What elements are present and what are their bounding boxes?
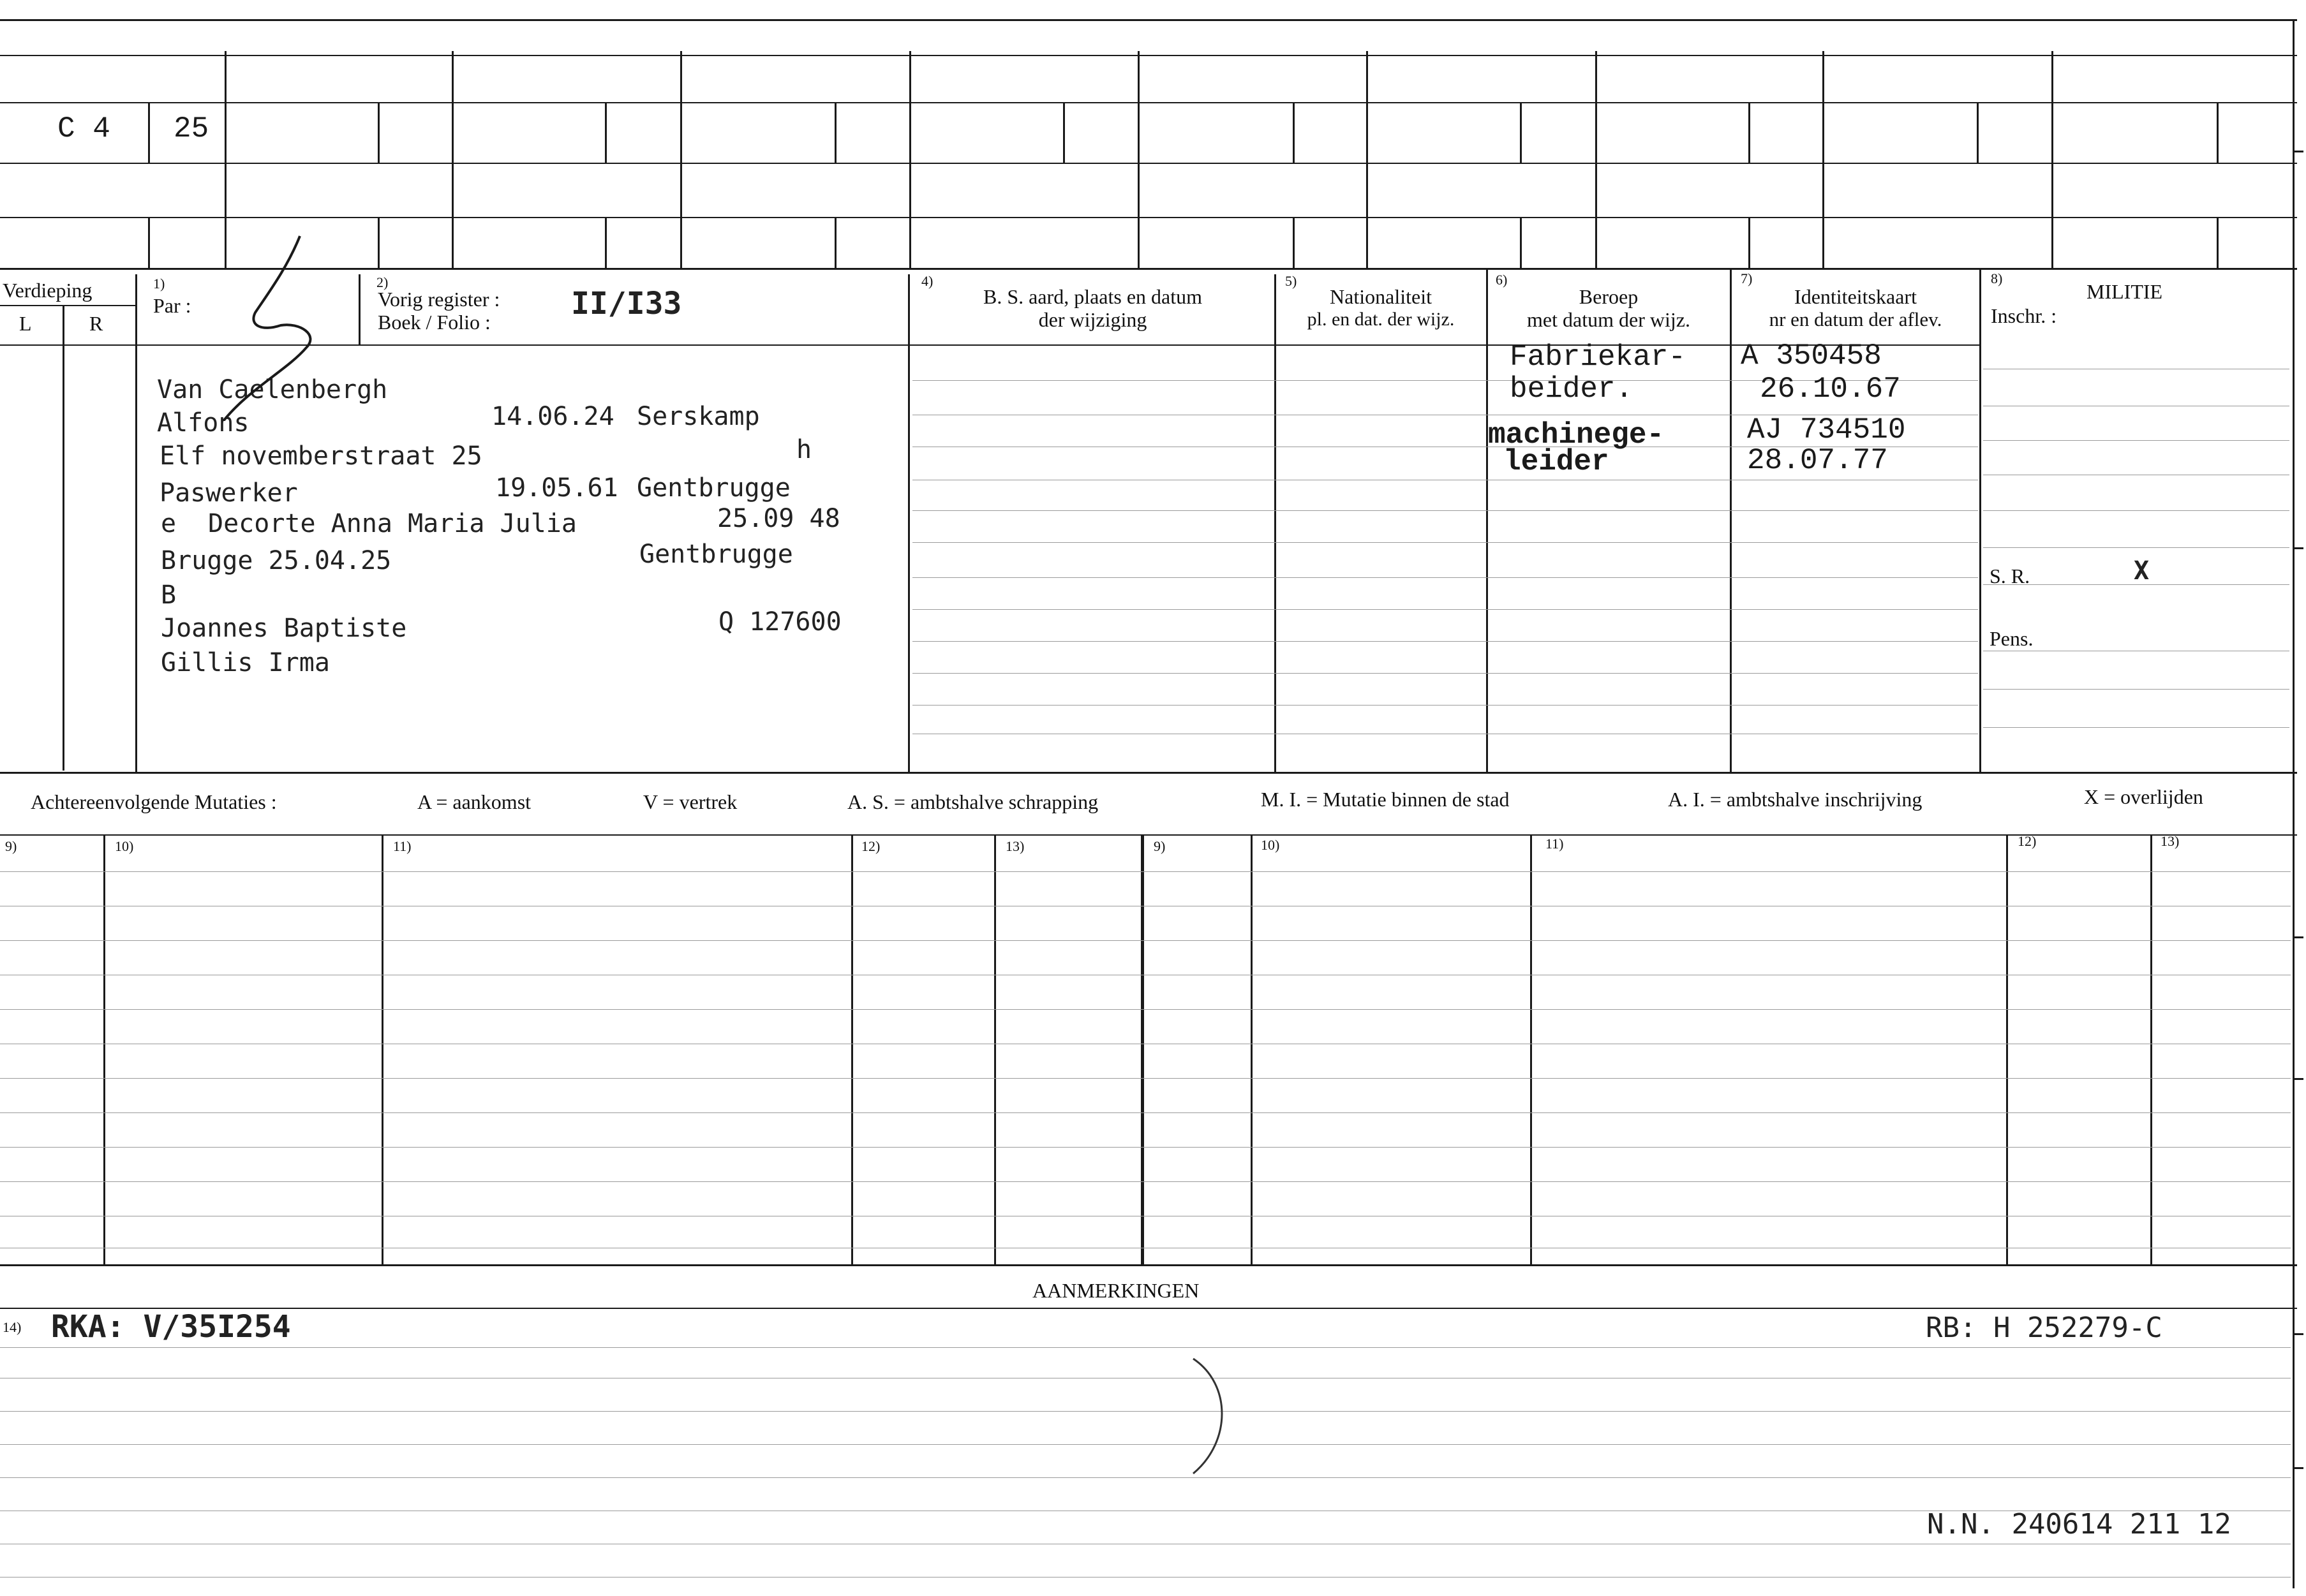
aanmerkingen-nn: N.N. 240614 211 12	[1927, 1508, 2231, 1541]
mutaties-code-v: V = vertrek	[643, 790, 738, 813]
code-right: 25	[174, 112, 209, 145]
rule	[1520, 102, 1522, 163]
rule	[382, 836, 383, 1264]
beroep-entry-1a: Fabriekar-	[1510, 341, 1686, 374]
person-status: B	[161, 580, 177, 610]
rule	[0, 163, 2297, 164]
mutaties-code-mi: M. I. = Mutatie binnen de stad	[1261, 788, 1510, 811]
mutaties-title: Achtereenvolgende Mutaties :	[31, 790, 277, 813]
rule	[1274, 274, 1276, 772]
rule	[1748, 217, 1750, 268]
vorig-num: 2)	[376, 274, 389, 290]
rule	[851, 836, 853, 1264]
verdieping-left: L	[19, 312, 32, 335]
vorig-label: Vorig register :	[378, 288, 500, 311]
rule	[1748, 102, 1750, 163]
person-address: Elf novemberstraat 25	[160, 441, 482, 471]
rule	[2217, 102, 2219, 163]
person-firstname: Alfons	[157, 408, 249, 438]
rule	[63, 305, 64, 771]
aanmerkingen-num: 14)	[3, 1319, 22, 1335]
rule	[908, 274, 910, 772]
nationaliteit-num: 5)	[1285, 273, 1297, 289]
rule	[1138, 51, 1140, 268]
boek-folio-label: Boek / Folio :	[378, 311, 491, 334]
rule	[994, 836, 996, 1264]
mutaties-code-a: A = aankomst	[417, 790, 532, 813]
rule	[0, 834, 2297, 836]
vorig-register-value: II/I33	[571, 286, 682, 321]
rule	[135, 274, 137, 772]
person-occ-place: Gentbrugge	[637, 473, 791, 503]
nationaliteit-label: Nationaliteit	[1330, 285, 1432, 308]
rule	[1730, 268, 1732, 772]
bs-num: 4)	[921, 273, 934, 289]
rule	[0, 268, 2297, 270]
rule	[605, 102, 607, 163]
rule	[2150, 836, 2152, 1264]
person-birth-date: 14.06.24	[491, 402, 614, 431]
mutaties-code-as: A. S. = ambtshalve schrapping	[847, 790, 1099, 813]
rule	[2051, 51, 2053, 268]
mutaties-code-ai: A. I. = ambtshalve inschrijving	[1668, 788, 1923, 811]
par-label: Par :	[153, 294, 191, 317]
beroep-entry-2b: leider	[1503, 445, 1609, 478]
rule	[0, 217, 2297, 218]
militie-inschr: Inschr. :	[1991, 304, 2057, 327]
person-occupation: Paswerker	[160, 478, 298, 508]
verdieping-right: R	[89, 312, 103, 335]
code-left: C 4	[57, 112, 110, 145]
aanmerkingen-rka: RKA: V/35I254	[51, 1309, 291, 1345]
rule	[378, 102, 380, 163]
beroep-num: 6)	[1496, 272, 1508, 288]
id-entry-2-number: AJ 734510	[1747, 413, 1906, 447]
person-father: Joannes Baptiste	[161, 614, 407, 643]
person-spouse-birth: Brugge 25.04.25	[161, 546, 392, 575]
rule	[1293, 217, 1295, 268]
person-spouse-place: Gentbrugge	[639, 540, 793, 569]
rule	[452, 51, 454, 268]
rule	[1979, 268, 1981, 772]
identiteit-label-2: nr en datum der aflev.	[1769, 308, 1942, 330]
rule	[1977, 102, 1979, 163]
col-10-right: 10)	[1261, 837, 1280, 853]
rule	[1293, 102, 1295, 163]
rule	[0, 55, 2297, 56]
rule	[0, 1264, 2297, 1266]
person-spouse-date: 25.09 48	[717, 504, 840, 533]
person-mother: Gillis Irma	[161, 648, 330, 677]
aanmerkingen-title: AANMERKINGEN	[1032, 1279, 1200, 1302]
militie-pens: Pens.	[1990, 627, 2034, 650]
rule	[0, 772, 2297, 774]
col-9-left: 9)	[5, 838, 17, 854]
beroep-label: Beroep	[1579, 285, 1639, 308]
person-occ-date: 19.05.61	[495, 473, 618, 503]
rule	[1530, 836, 1532, 1264]
rule	[0, 1308, 2297, 1309]
rule	[1063, 102, 1065, 163]
rule	[835, 102, 837, 163]
rule	[0, 305, 135, 306]
col-11-right: 11)	[1545, 836, 1564, 852]
rule	[2293, 19, 2295, 1588]
col-13-left: 13)	[1006, 838, 1025, 854]
bs-label-2: der wijziging	[1038, 308, 1147, 331]
beroep-entry-1b: beider.	[1510, 373, 1633, 406]
rule	[2217, 217, 2219, 268]
mutaties-code-x: X = overlijden	[2084, 785, 2203, 808]
rule	[103, 836, 105, 1264]
signature-mark	[211, 230, 338, 421]
aanmerkingen-rb: RB: H 252279-C	[1926, 1312, 2162, 1344]
person-father-code: Q 127600	[718, 607, 842, 637]
person-birth-place: Serskamp	[637, 402, 760, 431]
id-entry-1-date: 26.10.67	[1760, 373, 1901, 406]
rule	[378, 217, 380, 268]
rule	[835, 217, 837, 268]
rule	[909, 51, 911, 268]
rule	[148, 102, 150, 163]
rule	[0, 19, 2297, 21]
col-11-left: 11)	[393, 838, 412, 854]
id-entry-2-date: 28.07.77	[1747, 444, 1888, 477]
rule	[148, 217, 150, 268]
rule	[0, 102, 2297, 103]
rule	[1520, 217, 1522, 268]
rule	[605, 217, 607, 268]
militie-title: MILITIE	[2087, 280, 2163, 303]
militie-sr-value: X	[2134, 556, 2150, 586]
rule	[680, 51, 682, 268]
person-spouse: Decorte Anna Maria Julia	[208, 509, 577, 538]
rule	[1141, 836, 1144, 1264]
rule	[1251, 836, 1253, 1264]
identiteit-num: 7)	[1741, 270, 1753, 286]
col-9-right: 9)	[1154, 838, 1166, 854]
person-address-mark: h	[796, 435, 812, 464]
par-num: 1)	[153, 276, 165, 292]
rule	[1595, 51, 1597, 268]
rule	[1822, 51, 1824, 268]
person-spouse-prefix: e	[161, 509, 177, 538]
col-12-right: 12)	[2018, 833, 2037, 849]
verdieping-title: Verdieping	[3, 279, 93, 302]
rule	[1486, 268, 1488, 772]
id-entry-1-number: A 350458	[1741, 339, 1882, 373]
rule	[1366, 51, 1368, 268]
beroep-entry-2a: machinege-	[1488, 418, 1665, 452]
person-surname: Van Caelenbergh	[157, 375, 388, 404]
col-13-right: 13)	[2161, 833, 2180, 849]
bs-label: B. S. aard, plaats en datum	[983, 285, 1203, 308]
bracket-mark	[1187, 1352, 1251, 1480]
rule	[2006, 836, 2008, 1264]
beroep-label-2: met datum der wijz.	[1527, 308, 1690, 331]
militie-sr: S. R.	[1990, 565, 2030, 587]
col-12-left: 12)	[861, 838, 881, 854]
rule	[359, 274, 361, 346]
identiteit-label: Identiteitskaart	[1794, 285, 1917, 308]
col-10-left: 10)	[115, 838, 134, 854]
nationaliteit-label-2: pl. en dat. der wijz.	[1307, 309, 1455, 330]
militie-num: 8)	[1991, 270, 2003, 286]
